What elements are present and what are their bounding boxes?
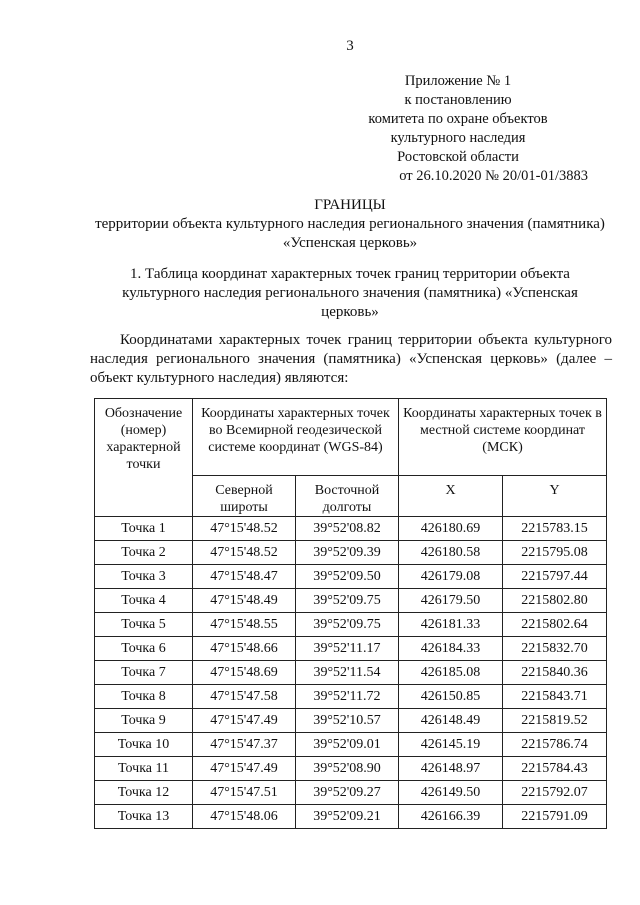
header-designation: Обозначение (номер) характерной точки <box>95 399 193 517</box>
cell-x: 426148.49 <box>399 709 503 733</box>
cell-lat: 47°15'47.49 <box>193 709 296 733</box>
cell-y: 2215786.74 <box>503 733 607 757</box>
table-row <box>95 637 607 661</box>
cell-x: 426150.85 <box>399 685 503 709</box>
cell-x: 426145.19 <box>399 733 503 757</box>
appendix-block <box>328 72 588 186</box>
cell-lat: 47°15'47.37 <box>193 733 296 757</box>
cell-lon: 39°52'09.39 <box>296 541 399 565</box>
cell-y: 2215802.80 <box>503 589 607 613</box>
cell-lat: 47°15'47.49 <box>193 757 296 781</box>
cell-x: 426166.39 <box>399 805 503 829</box>
header-msk: Координаты характерных точек в местной системе координат (МСК) <box>399 399 607 476</box>
cell-point: Точка 5 <box>95 613 193 637</box>
table-row <box>95 709 607 733</box>
table-row <box>95 613 607 637</box>
appendix-date-line: от 26.10.2020 № 20/01-01/3883 <box>399 168 588 184</box>
section-heading: 1. Таблица координат характерных точек границ территории объекта культурного наследия регионального значения (памятника) «Успенская церковь» <box>122 266 578 320</box>
cell-lat: 47°15'48.66 <box>193 637 296 661</box>
cell-point: Точка 10 <box>95 733 193 757</box>
cell-point: Точка 4 <box>95 589 193 613</box>
cell-lat: 47°15'48.52 <box>193 517 296 541</box>
table-row <box>95 733 607 757</box>
table-row <box>95 781 607 805</box>
appendix-line: к постановлению <box>404 92 512 108</box>
title-line: «Успенская церковь» <box>282 235 418 251</box>
cell-lon: 39°52'10.57 <box>296 709 399 733</box>
coordinates-table <box>94 398 607 829</box>
cell-point: Точка 7 <box>95 661 193 685</box>
table-row <box>95 541 607 565</box>
appendix-line: культурного наследия <box>390 130 526 146</box>
cell-x: 426179.50 <box>399 589 503 613</box>
cell-x: 426149.50 <box>399 781 503 805</box>
cell-y: 2215843.71 <box>503 685 607 709</box>
cell-lon: 39°52'11.17 <box>296 637 399 661</box>
cell-lon: 39°52'11.54 <box>296 661 399 685</box>
table-row <box>95 661 607 685</box>
table-row <box>95 517 607 541</box>
header-y: Y <box>503 476 607 517</box>
cell-point: Точка 1 <box>95 517 193 541</box>
cell-point: Точка 12 <box>95 781 193 805</box>
cell-lon: 39°52'08.90 <box>296 757 399 781</box>
table-row <box>95 805 607 829</box>
cell-lon: 39°52'11.72 <box>296 685 399 709</box>
cell-point: Точка 8 <box>95 685 193 709</box>
cell-y: 2215797.44 <box>503 565 607 589</box>
header-wgs: Координаты характерных точек во Всемирной геодезической системе координат (WGS-84) <box>193 399 399 476</box>
cell-lat: 47°15'48.55 <box>193 613 296 637</box>
cell-x: 426185.08 <box>399 661 503 685</box>
table-row <box>95 565 607 589</box>
appendix-line: Ростовской области <box>397 149 519 165</box>
cell-x: 426180.69 <box>399 517 503 541</box>
cell-lat: 47°15'47.51 <box>193 781 296 805</box>
cell-lon: 39°52'09.21 <box>296 805 399 829</box>
cell-y: 2215795.08 <box>503 541 607 565</box>
cell-x: 426179.08 <box>399 565 503 589</box>
intro-paragraph: Координатами характерных точек границ территории объекта культурного наследия регионального значения (памятника) «Успенская церковь» (далее – объект культурного наследия) являются: <box>90 332 612 386</box>
cell-lon: 39°52'09.50 <box>296 565 399 589</box>
title-heading: ГРАНИЦЫ <box>314 197 386 213</box>
appendix-line: Приложение № 1 <box>404 73 512 89</box>
cell-x: 426184.33 <box>399 637 503 661</box>
cell-point: Точка 2 <box>95 541 193 565</box>
cell-y: 2215819.52 <box>503 709 607 733</box>
cell-x: 426181.33 <box>399 613 503 637</box>
cell-lat: 47°15'48.06 <box>193 805 296 829</box>
cell-y: 2215832.70 <box>503 637 607 661</box>
cell-y: 2215840.36 <box>503 661 607 685</box>
cell-lat: 47°15'48.69 <box>193 661 296 685</box>
appendix-line: комитета по охране объектов <box>368 111 548 127</box>
cell-x: 426148.97 <box>399 757 503 781</box>
cell-point: Точка 6 <box>95 637 193 661</box>
table-body <box>95 517 607 829</box>
cell-lat: 47°15'48.49 <box>193 589 296 613</box>
cell-lon: 39°52'09.75 <box>296 613 399 637</box>
cell-y: 2215791.09 <box>503 805 607 829</box>
title-line: территории объекта культурного наследия регионального значения (памятника) <box>95 216 605 232</box>
table-row <box>95 757 607 781</box>
cell-point: Точка 3 <box>95 565 193 589</box>
cell-lon: 39°52'09.27 <box>296 781 399 805</box>
cell-lon: 39°52'08.82 <box>296 517 399 541</box>
cell-y: 2215783.15 <box>503 517 607 541</box>
cell-y: 2215802.64 <box>503 613 607 637</box>
cell-lon: 39°52'09.01 <box>296 733 399 757</box>
header-x: X <box>399 476 503 517</box>
cell-lat: 47°15'47.58 <box>193 685 296 709</box>
header-lon: Восточной долготы <box>296 476 399 517</box>
cell-x: 426180.58 <box>399 541 503 565</box>
document-title <box>60 196 640 253</box>
cell-lat: 47°15'48.52 <box>193 541 296 565</box>
cell-lon: 39°52'09.75 <box>296 589 399 613</box>
cell-point: Точка 13 <box>95 805 193 829</box>
page-number: 3 <box>346 38 354 54</box>
table-row <box>95 685 607 709</box>
cell-point: Точка 9 <box>95 709 193 733</box>
cell-y: 2215784.43 <box>503 757 607 781</box>
table-row <box>95 589 607 613</box>
cell-point: Точка 11 <box>95 757 193 781</box>
header-lat: Северной широты <box>193 476 296 517</box>
cell-lat: 47°15'48.47 <box>193 565 296 589</box>
cell-y: 2215792.07 <box>503 781 607 805</box>
